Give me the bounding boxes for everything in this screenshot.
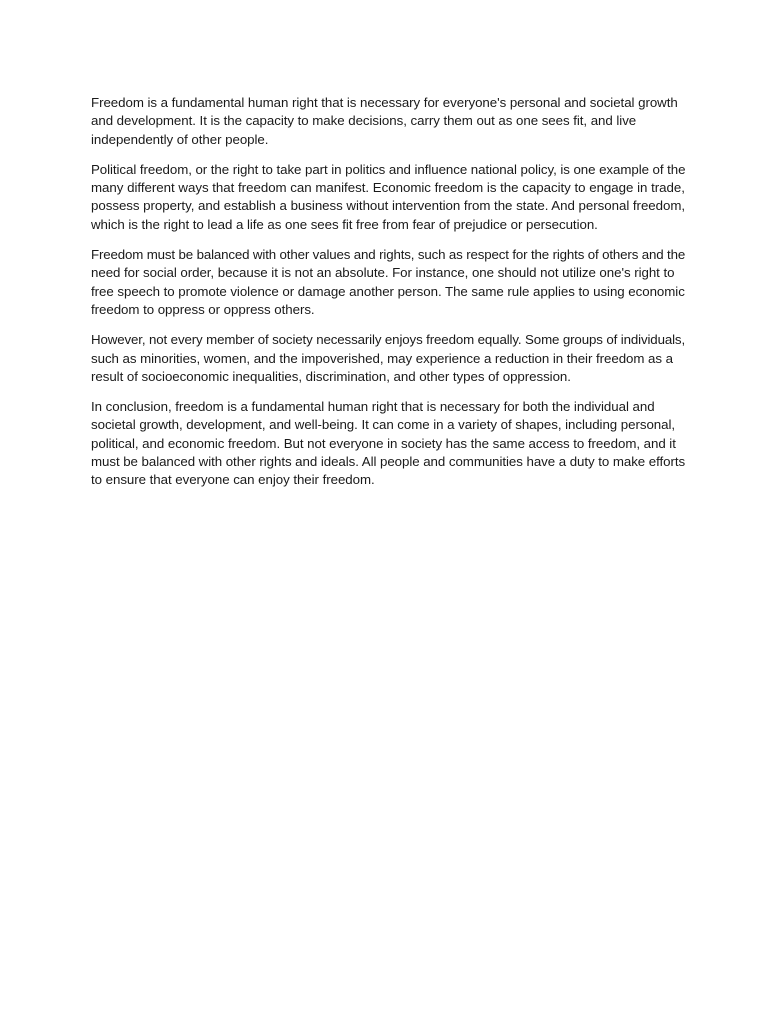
text-line: political, and economic freedom. But not everyone in society has the same access to freedom, and it (91, 435, 676, 451)
text-line: to ensure that everyone can enjoy their freedom. (91, 472, 375, 488)
text-line: However, not every member of society necessarily enjoys freedom equally. Some groups of individuals, (91, 332, 686, 348)
paragraph-conclusion (91, 398, 686, 489)
paragraph-intro (91, 94, 680, 149)
paragraph-balance (91, 246, 686, 319)
paragraph-types-of-freedom (91, 161, 686, 234)
text-line: which is the right to lead a life as one sees fit free from fear of prejudice or persecution. (91, 216, 598, 232)
text-line: Political freedom, or the right to take part in politics and influence national policy, is one example of the (91, 161, 686, 177)
text-line: many different ways that freedom can manifest. Economic freedom is the capacity to engage in trade, (91, 180, 685, 196)
text-line: Freedom must be balanced with other values and rights, such as respect for the rights of others and the (91, 247, 686, 263)
text-line: Freedom is a fundamental human right that is necessary for everyone's personal and societal growth (91, 95, 678, 110)
text-line: In conclusion, freedom is a fundamental human right that is necessary for both the individual and (91, 399, 655, 415)
text-line: possess property, and establish a business without intervention from the state. And personal freedom, (91, 198, 686, 214)
text-line: must be balanced with other rights and ideals. All people and communities have a duty to make efforts (91, 454, 686, 470)
text-line: freedom to oppress or oppress others. (91, 301, 315, 317)
text-line: free speech to promote violence or damage another person. The same rule applies to using economic (91, 283, 685, 299)
text-line: independently of other people. (91, 131, 269, 147)
text-line: result of socioeconomic inequalities, discrimination, and other types of oppression. (91, 368, 571, 384)
paragraph-inequality (91, 331, 686, 386)
text-line: and development. It is the capacity to make decisions, carry them out as one sees fit, and live (91, 113, 637, 129)
text-line: such as minorities, women, and the impoverished, may experience a reduction in their freedom as a (91, 350, 673, 366)
text-line: societal growth, development, and well-being. It can come in a variety of shapes, including personal, (91, 417, 676, 433)
text-line: need for social order, because it is not an absolute. For instance, one should not utilize one's right to (91, 265, 675, 281)
